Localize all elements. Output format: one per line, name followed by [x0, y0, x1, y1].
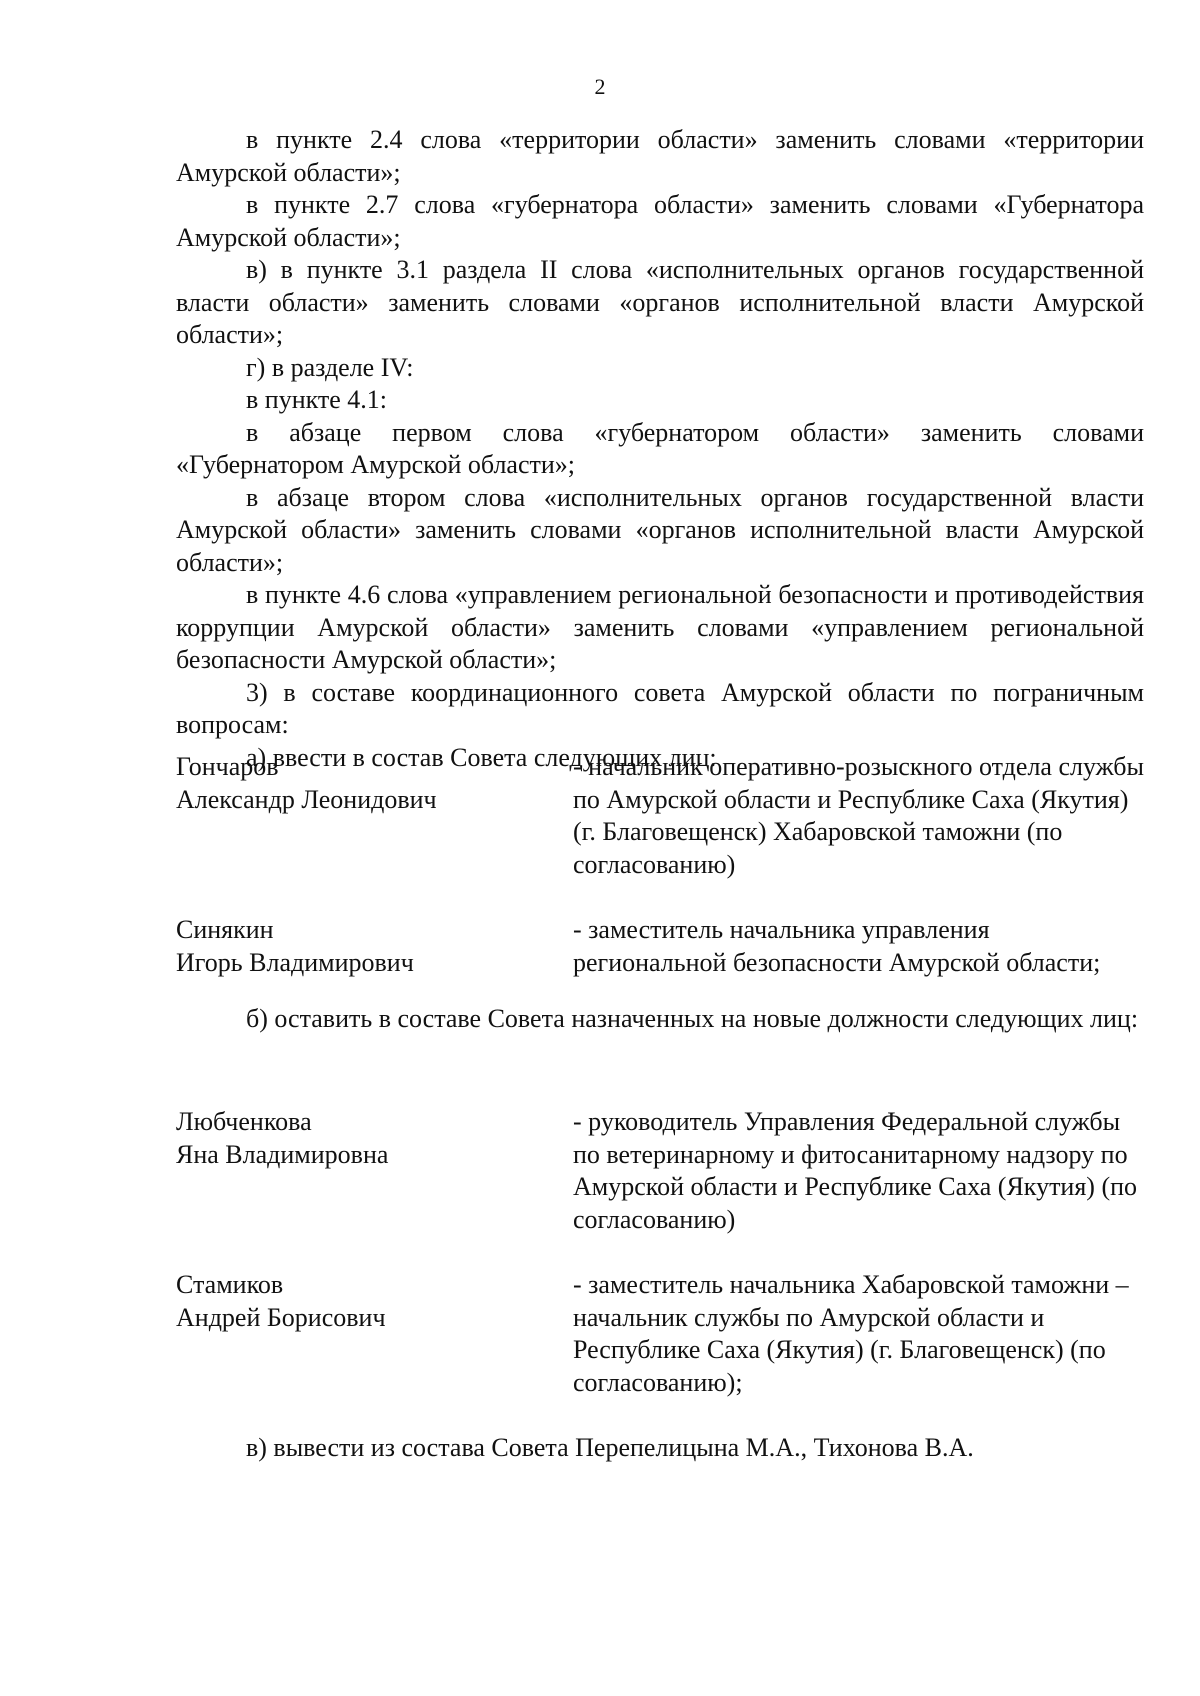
page-number: 2: [594, 74, 606, 99]
member-entry: [176, 1269, 1144, 1399]
paragraph-b-wrapper: [176, 1003, 1144, 1036]
paragraph-abzac-2: в абзаце втором слова «исполнительных органов государственной власти Амурской области» заменить словами «органов исполнительной власти Амурской области»;: [176, 482, 1144, 577]
paragraph-v-wrapper: [176, 1432, 1144, 1465]
member-name: [176, 1106, 546, 1171]
member-given-names: Яна Владимировна: [176, 1139, 389, 1169]
member-surname: Гончаров: [176, 752, 279, 781]
paragraph-b-keep-members: б) оставить в составе Совета назначенных на новые должности следующих лиц:: [246, 1004, 1139, 1033]
member-name: [176, 1269, 546, 1334]
kept-members-list: [176, 1106, 1144, 1399]
member-given-names: Александр Леонидович: [176, 784, 437, 814]
member-surname: Синякин: [176, 915, 274, 944]
paragraph-2-4: в пункте 2.4 слова «территории области» заменить словами «территории Амурской области»;: [176, 125, 1144, 187]
member-surname: Любченкова: [176, 1107, 312, 1136]
paragraph-abzac-1: в абзаце первом слова «губернатором области» заменить словами «Губернатором Амурской области»;: [176, 417, 1144, 479]
paragraph-3-council: 3) в составе координационного совета Амурской области по пограничным вопросам:: [176, 677, 1144, 739]
member-role: - заместитель начальника Хабаровской таможни – начальник службы по Амурской области и Республике Саха (Якутия) (г. Благовещенск) (по согласованию);: [573, 1270, 1129, 1397]
paragraph-4-1: в пункте 4.1:: [246, 385, 388, 414]
member-given-names: Андрей Борисович: [176, 1302, 386, 1332]
paragraph-g-section-4: г) в разделе IV:: [246, 352, 414, 382]
paragraph-v-remove-members: в) вывести из состава Совета Перепелицына М.А., Тихонова В.А.: [246, 1433, 974, 1462]
amendments-text: [176, 124, 1144, 774]
member-entry: [176, 914, 1144, 979]
member-name: [176, 914, 546, 979]
member-entry: [176, 1106, 1144, 1236]
member-role: - начальник оперативно-розыскного отдела службы по Амурской области и Республике Саха (Якутия) (г. Благовещенск) Хабаровской таможни (по согласованию): [573, 752, 1144, 879]
paragraph-2-7: в пункте 2.7 слова «губернатора области» заменить словами «Губернатора Амурской области»;: [176, 190, 1144, 252]
member-role: - руководитель Управления Федеральной службы по ветеринарному и фитосанитарному надзору по Амурской области и Республике Саха (Якутия) (по согласованию): [573, 1107, 1138, 1234]
paragraph-v-3-1: в) в пункте 3.1 раздела II слова «исполнительных органов государственной власти области» заменить словами «органов исполнительной власти Амурской области»;: [176, 255, 1144, 349]
member-given-names: Игорь Владимирович: [176, 947, 414, 977]
paragraph-4-6: в пункте 4.6 слова «управлением региональной безопасности и противодействия коррупции Амурской области» заменить словами «управлением региональной безопасности Амурской области»;: [176, 580, 1144, 674]
paragraph-a-add-members: а) ввести в состав Совета следующих лиц:: [246, 742, 717, 772]
added-members-list: [176, 751, 1144, 979]
member-entry: [176, 751, 1144, 881]
member-name: [176, 751, 546, 816]
member-surname: Стамиков: [176, 1270, 284, 1299]
member-role: - заместитель начальника управления региональной безопасности Амурской области;: [573, 915, 1101, 977]
